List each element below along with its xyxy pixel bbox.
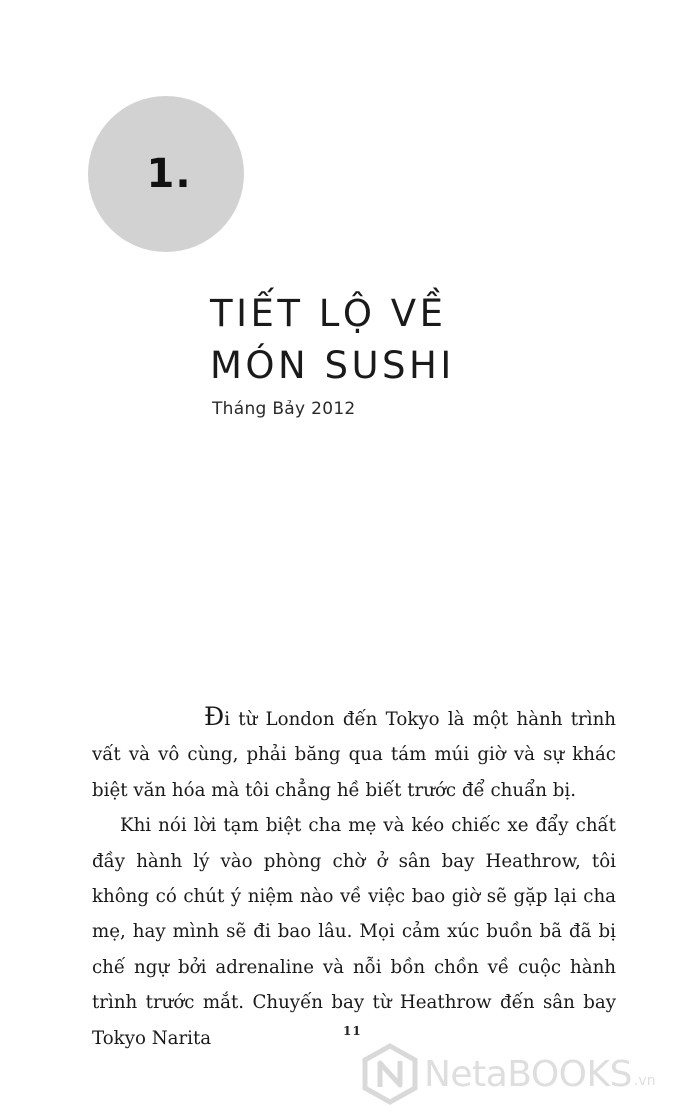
- chapter-title-line-2: MÓN SUSHI: [210, 344, 455, 387]
- watermark-suffix: .vn: [633, 1073, 656, 1089]
- initial-letter: Đ: [204, 702, 225, 731]
- chapter-title: [210, 288, 650, 392]
- paragraph-1: [92, 702, 616, 808]
- paragraph-2: Khi nói lời tạm biệt cha mẹ và kéo chiếc xe đẩy chất đầy hành lý vào phòng chờ ở sân bay Heathrow, tôi không có chút ý niệm nào về việc bao giờ sẽ gặp lại cha mẹ, hay mình sẽ đi bao lâu. Mọi cảm xúc buồn bã đã bị chế ngự bởi adrenaline và nỗi bồn chồn về cuộc hành trình trước mắt. Chuyến bay từ Heathrow đến sân bay Tokyo Narita: [92, 815, 616, 1049]
- watermark: [362, 1043, 656, 1105]
- chapter-date: Tháng Bảy 2012: [212, 399, 356, 419]
- chapter-number: 1.: [146, 151, 192, 197]
- body-text: [92, 702, 616, 1056]
- neta-logo-icon: [362, 1043, 418, 1105]
- page-number: 11: [343, 1024, 362, 1038]
- watermark-brand: NetaBOOKS: [424, 1053, 632, 1095]
- chapter-number-badge: [88, 96, 244, 252]
- chapter-title-line-1: TIẾT LỘ VỀ: [210, 292, 447, 335]
- paragraph-1-text: i từ London đến Tokyo là một hành trình vất và vô cùng, phải băng qua tám múi giờ và sự khác biệt văn hóa mà tôi chẳng hề biết trước để chuẩn bị.: [92, 709, 616, 801]
